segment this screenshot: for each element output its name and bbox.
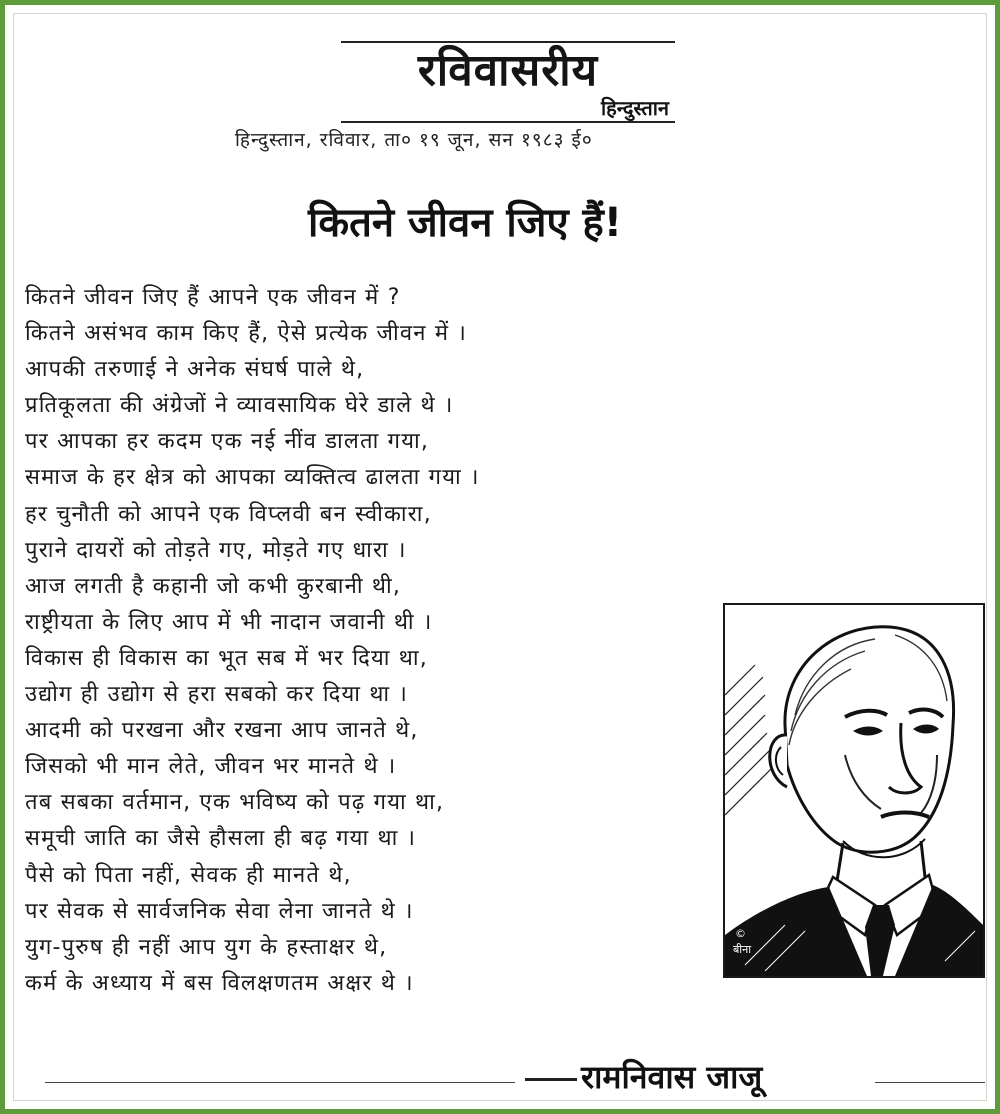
poem-line: जिसको भी मान लेते, जीवन भर मानते थे ।	[25, 754, 397, 780]
author-name: रामनिवास जाजू	[581, 1058, 763, 1096]
poem-line: युग-पुरुष ही नहीं आप युग के हस्ताक्षर थे,	[25, 934, 388, 960]
poem-line: राष्ट्रीयता के लिए आप में भी नादान जवानी थी ।	[25, 609, 433, 635]
poem-line: पर आपका हर कदम एक नई नींव डालता गया,	[25, 429, 430, 455]
poem-line: तब सबका वर्तमान, एक भविष्य को पढ़ गया था,	[25, 790, 445, 816]
byline-rule-right	[875, 1082, 985, 1083]
poem-line: कितने असंभव काम किए हैं, ऐसे प्रत्येक जीवन में ।	[25, 321, 467, 347]
masthead	[341, 41, 675, 123]
masthead-bottom-rule	[341, 121, 675, 123]
poem-line: विकास ही विकास का भूत सब में भर दिया था,	[25, 645, 428, 671]
poem-line: पैसे को पिता नहीं, सेवक ही मानते थे,	[25, 862, 352, 888]
poem-line: समूची जाति का जैसे हौसला ही बढ़ गया था ।	[25, 826, 417, 852]
poem-line: समाज के हर क्षेत्र को आपका व्यक्तित्व ढालता गया ।	[25, 465, 480, 491]
author-byline	[525, 1055, 865, 1099]
portrait-artist-copyright: ©	[735, 927, 746, 940]
portrait-artist-mark: बीना	[733, 943, 752, 956]
poem-line: उद्योग ही उद्योग से हरा सबको कर दिया था ।	[25, 682, 409, 708]
portrait-sketch	[723, 603, 985, 978]
poem-line: प्रतिकूलता की अंग्रेजों ने व्यावसायिक घेरे डाले थे ।	[25, 393, 454, 419]
poem-line: कर्म के अध्याय में बस विलक्षणतम अक्षर थे ।	[25, 970, 414, 996]
poem-line: आदमी को परखना और रखना आप जानते थे,	[25, 718, 419, 744]
poem-body	[25, 280, 715, 1002]
masthead-top-rule	[341, 41, 675, 43]
poem-title: कितने जीवन जिए हैं!	[308, 200, 622, 246]
masthead-title: रविवासरीय	[417, 45, 599, 96]
poem-line: पुराने दायरों को तोड़ते गए, मोड़ते गए धारा ।	[25, 537, 407, 563]
masthead-subtitle: हिन्दुस्तान	[600, 96, 669, 120]
poem-line: हर चुनौती को आपने एक विप्लवी बन स्वीकारा,	[25, 501, 432, 527]
portrait-illustration	[725, 605, 983, 976]
poem-line: कितने जीवन जिए हैं आपने एक जीवन में ?	[25, 285, 401, 310]
poem-line: पर सेवक से सार्वजनिक सेवा लेना जानते थे ।	[25, 898, 414, 924]
dateline: हिन्दुस्तान, रविवार, ता० १९ जून, सन १९८३ ई०	[235, 129, 593, 151]
byline-dash	[525, 1078, 577, 1081]
poem-line: आपकी तरुणाई ने अनेक संघर्ष पाले थे,	[25, 357, 365, 383]
byline-rule-left	[45, 1082, 515, 1083]
poem-line: आज लगती है कहानी जो कभी कुरबानी थी,	[25, 573, 402, 599]
